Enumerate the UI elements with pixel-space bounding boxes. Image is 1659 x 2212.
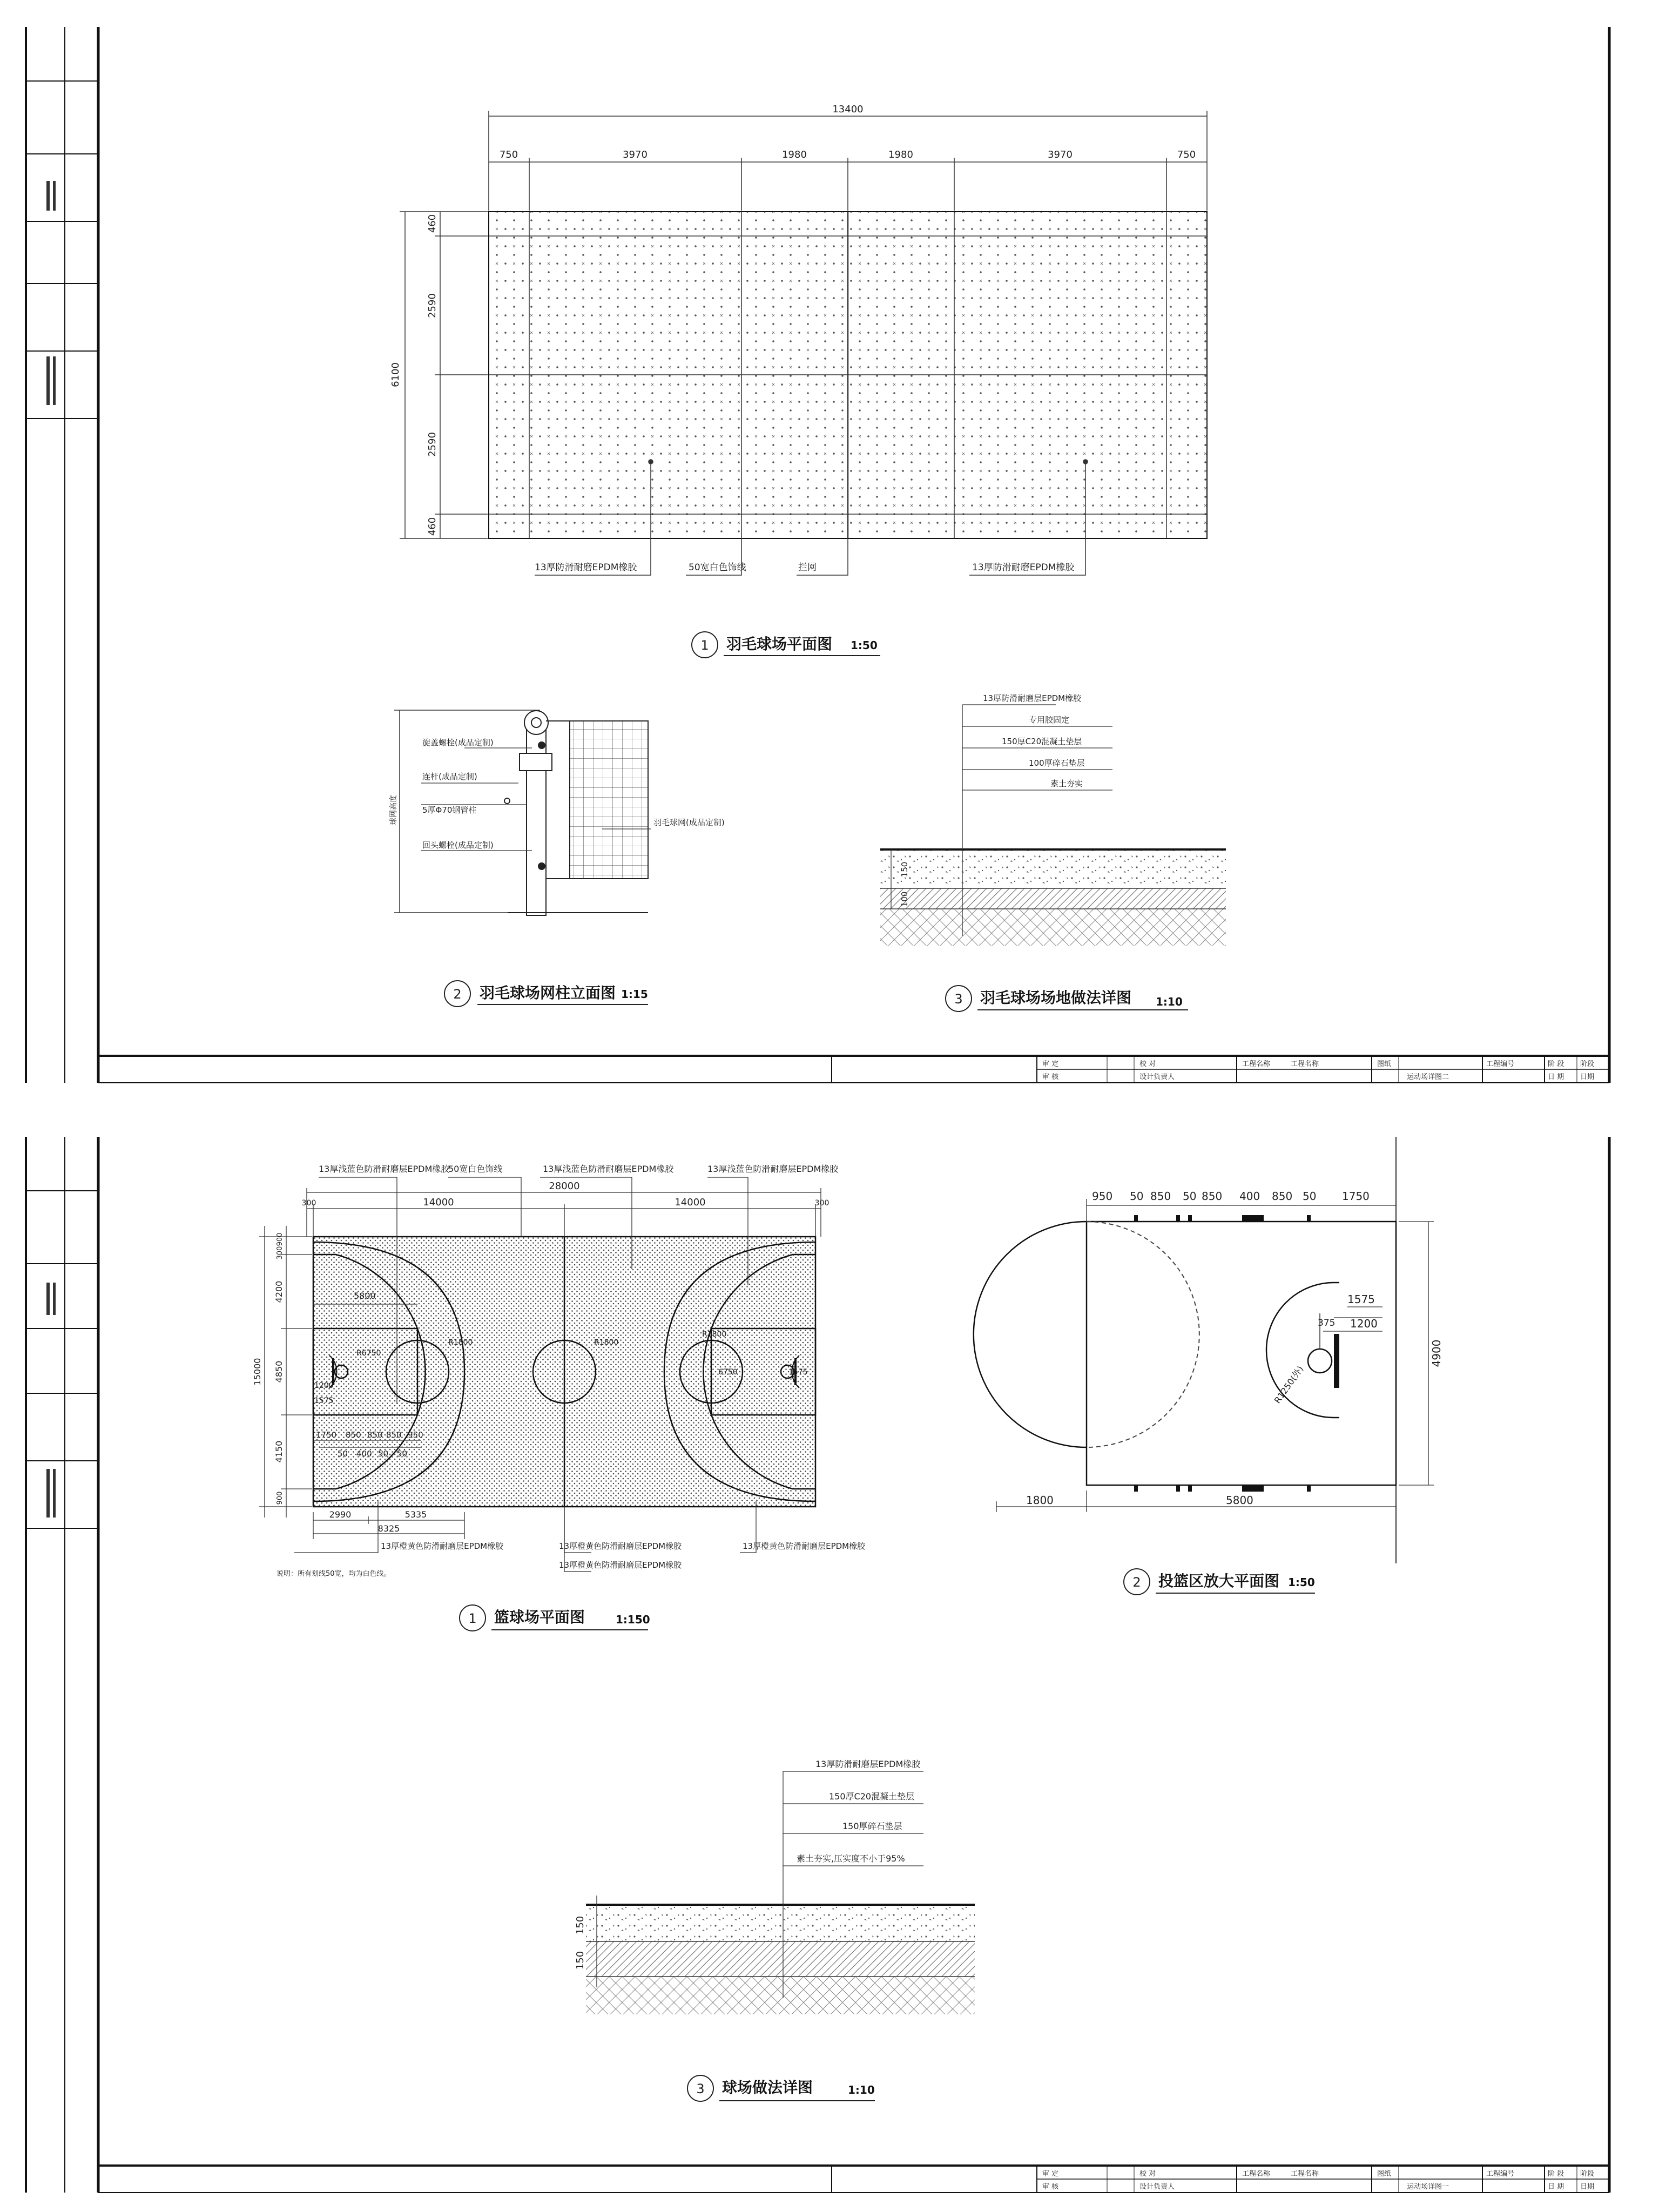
badminton-left-dimensions	[400, 212, 488, 538]
backboard	[1334, 1334, 1339, 1388]
section1-dim-100: 100	[900, 891, 909, 907]
bb-dim-small-right: 300	[814, 1199, 830, 1208]
key-radius-label: R1250(外)	[1272, 1364, 1306, 1406]
bb-row1-dim-4: 850	[386, 1430, 402, 1440]
key-top-dim-8: 50	[1303, 1190, 1317, 1203]
badminton-section-scale: 1:10	[1156, 995, 1183, 1008]
bb-dim-left-2: 300	[276, 1246, 284, 1260]
bb-callout-top-1: 13厚浅蓝色防滑耐磨层EPDM橡胶	[319, 1164, 450, 1174]
sheet1-frame	[26, 27, 1609, 1083]
bb-dim-1575: 1575	[314, 1397, 334, 1405]
court-section-title-text: 球场做法详图	[722, 2079, 813, 2096]
bb-callout-top-4: 13厚浅蓝色防滑耐磨层EPDM橡胶	[707, 1164, 839, 1174]
bb-row1-dim-5: 950	[408, 1430, 423, 1440]
tb2-drawing-value: 运动场详图一	[1407, 2183, 1449, 2191]
tb1-review: 审 定	[1042, 1060, 1059, 1068]
key-zoom-plan	[974, 1137, 1443, 1595]
net-post	[527, 721, 546, 915]
dim-overall-13400: 13400	[832, 104, 864, 115]
label-net: 羽毛球网(成品定制)	[653, 818, 725, 827]
key-bottom-dim-1800: 1800	[1026, 1494, 1054, 1507]
badminton-net	[570, 721, 648, 879]
dim-col-1: 750	[499, 149, 518, 160]
basketball-court-plan	[252, 1164, 866, 1631]
section1-dim-150: 150	[900, 861, 909, 878]
basketball-plan-title-text: 篮球场平面图	[494, 1608, 585, 1626]
bb-dim-1575-right: 1575	[788, 1368, 808, 1377]
dim-row-3: 2590	[427, 432, 438, 457]
bb-dim-left-5: 4150	[274, 1440, 284, 1463]
badminton-top-dimensions	[489, 111, 1207, 211]
court-section-title	[687, 2075, 875, 2101]
bb-dim-total-height: 15000	[252, 1358, 262, 1386]
section2-layer-1: 13厚防滑耐磨层EPDM橡胶	[815, 1759, 921, 1769]
post-connector	[520, 753, 552, 771]
basketball-plan-scale: 1:150	[616, 1613, 650, 1626]
section2-dim-150-top: 150	[575, 1916, 586, 1935]
tb1-project-label: 工程名称	[1242, 1060, 1271, 1068]
key-top-dim-1: 950	[1092, 1190, 1113, 1203]
bb-dim-left-1: 900	[276, 1232, 284, 1246]
bb-dim-overall: 28000	[549, 1181, 580, 1192]
section2-layer-4: 素土夯实,压实度不小于95%	[797, 1853, 905, 1864]
bb-callout-top-2: 50宽白色饰线	[448, 1164, 503, 1174]
section2-title-number-3: 3	[696, 2081, 705, 2096]
sheet1-side-stamps	[46, 181, 56, 405]
bb-dim-half-right: 14000	[675, 1197, 706, 1208]
sheet2-side-stamps	[46, 1283, 56, 1518]
key-boundary	[1087, 1222, 1396, 1485]
tb2-review: 审 定	[1042, 2170, 1059, 2178]
bb-callout-top-3: 13厚浅蓝色防滑耐磨层EPDM橡胶	[543, 1164, 674, 1174]
tb1-check: 校 对	[1139, 1060, 1156, 1068]
section1-layer-4: 100厚碎石垫层	[1029, 758, 1085, 768]
section1-layer-5: 素土夯实	[1050, 779, 1083, 788]
bb-dim-8325: 8325	[377, 1523, 400, 1534]
label-connector: 连杆(成品定制)	[422, 772, 477, 781]
tb2-phase-v: 阶段	[1580, 2170, 1595, 2178]
key-top-dim-9: 1750	[1342, 1190, 1370, 1203]
bb-dim-r1800-left: R1800	[448, 1338, 473, 1347]
key-side-dim-1575: 1575	[1347, 1293, 1375, 1306]
basketball-plan-title	[460, 1605, 650, 1631]
tb2-phase: 阶 段	[1548, 2170, 1564, 2178]
key-zoom-title-text: 投篮区放大平面图	[1158, 1572, 1280, 1590]
net-height-label: 球网高度	[389, 795, 398, 825]
bb-dim-5800: 5800	[354, 1291, 376, 1301]
badminton-court-plan	[390, 104, 1207, 658]
bb-dim-2990: 2990	[329, 1509, 352, 1520]
key-title-number-2: 2	[1132, 1575, 1141, 1590]
bb-row1-dim-2: 850	[346, 1430, 361, 1440]
top-screw-bolt	[538, 741, 545, 749]
bb-dim-1200: 1200	[314, 1381, 334, 1390]
tb2-date-v: 日期	[1580, 2183, 1595, 2191]
bb-dim-6750: 6750	[718, 1368, 738, 1377]
badminton-floor-section	[880, 693, 1226, 1011]
bb-dim-r1800-center: R1800	[594, 1338, 619, 1347]
tb1-date: 日 期	[1548, 1073, 1564, 1081]
net-post-title-text: 羽毛球场网柱立面图	[480, 984, 616, 1002]
key-top-dim-2: 50	[1130, 1190, 1144, 1203]
net-post-elevation	[389, 710, 725, 1007]
bb-callout-bottom-2: 13厚橙黄色防滑耐磨层EPDM橡胶	[559, 1541, 682, 1551]
label-back-bolt: 回头螺栓(成品定制)	[422, 840, 494, 850]
key-side-dim-375: 375	[1318, 1318, 1336, 1328]
key-outer-arc	[974, 1222, 1087, 1447]
tb2-audit: 审 核	[1042, 2183, 1059, 2191]
bb-title-number-1: 1	[468, 1611, 477, 1626]
bb-row1-dim-3: 850	[367, 1430, 383, 1440]
dim-row-1: 460	[427, 214, 438, 233]
section2-layer-2: 150厚C20混凝土垫层	[829, 1791, 915, 1802]
tb2-no-label: 工程编号	[1486, 2170, 1515, 2178]
bb-callout-bottom-4: 13厚橙黄色防滑耐磨层EPDM橡胶	[743, 1541, 866, 1551]
key-top-dim-6: 400	[1239, 1190, 1260, 1203]
key-top-dim-4: 50	[1183, 1190, 1197, 1203]
dim-col-2: 3970	[623, 149, 648, 160]
tb1-phase-v: 阶段	[1580, 1060, 1595, 1068]
dim-total-height: 6100	[390, 362, 401, 387]
bottom-bolt	[538, 862, 545, 870]
post-cap	[524, 711, 548, 734]
dim-col-5: 3970	[1048, 149, 1073, 160]
tb1-drawing-label: 图纸	[1377, 1060, 1392, 1068]
tb1-phase: 阶 段	[1548, 1060, 1564, 1068]
bb-row2-dim-4: 50	[397, 1449, 408, 1459]
badminton-plan-title	[692, 632, 880, 658]
key-zoom-scale: 1:50	[1288, 1576, 1315, 1589]
callout-epdm-right: 13厚防滑耐磨EPDM橡胶	[972, 562, 1075, 573]
badminton-plan-title-text: 羽毛球场平面图	[726, 635, 833, 653]
bb-dim-left-3: 4200	[274, 1280, 284, 1303]
key-top-dim-7: 850	[1272, 1190, 1293, 1203]
tb2-designer: 设计负责人	[1139, 2183, 1175, 2191]
bb-dim-r1800-right: R1800	[702, 1330, 727, 1339]
tb2-check: 校 对	[1139, 2170, 1156, 2178]
rim	[1308, 1349, 1332, 1373]
label-screw-bolt: 旋盖螺栓(成品定制)	[422, 738, 494, 747]
section2-dim-150-bottom: 150	[575, 1951, 586, 1970]
court-section-scale: 1:10	[848, 2083, 875, 2096]
tb2-date: 日 期	[1548, 2183, 1564, 2191]
section1-layer-3: 150厚C20混凝土垫层	[1002, 737, 1082, 746]
callout-white-line: 50宽白色饰线	[689, 562, 746, 573]
court-floor-section	[575, 1759, 975, 2101]
bb-callout-bottom-1: 13厚橙黄色防滑耐磨层EPDM橡胶	[381, 1541, 504, 1551]
bb-dim-half-left: 14000	[423, 1197, 454, 1208]
key-top-dim-3: 850	[1150, 1190, 1171, 1203]
title-number-1: 1	[700, 638, 709, 653]
tb1-date-v: 日期	[1580, 1073, 1595, 1081]
basketball-bottom-dimensions	[294, 1501, 756, 1572]
bb-callout-bottom-3: 13厚橙黄色防滑耐磨层EPDM橡胶	[559, 1560, 682, 1570]
bb-dim-r6750: R6750	[356, 1349, 381, 1358]
bb-dim-left-6: 900	[276, 1491, 284, 1505]
tb1-audit: 审 核	[1042, 1073, 1059, 1081]
tb2-project-value: 工程名称	[1291, 2170, 1319, 2178]
bb-dim-small-left: 300	[301, 1199, 316, 1208]
title-number-3: 3	[954, 992, 963, 1007]
net-post-title	[444, 981, 648, 1007]
dim-col-3: 1980	[782, 149, 807, 160]
sheet1-title-block	[832, 1056, 1609, 1083]
tb2-project-label: 工程名称	[1242, 2170, 1271, 2178]
title-number-2: 2	[453, 987, 462, 1002]
tb1-drawing-value: 运动场详图二	[1407, 1073, 1449, 1081]
bb-row2-dim-3: 50	[378, 1449, 389, 1459]
callout-net: 拦网	[798, 562, 817, 573]
label-steel-post: 5厚Φ70钢管柱	[422, 805, 477, 815]
tb1-project-value: 工程名称	[1291, 1060, 1319, 1068]
badminton-plan-scale: 1:50	[851, 639, 878, 652]
bb-row2-dim-1: 50	[338, 1449, 348, 1459]
key-bottom-dim-5800: 5800	[1226, 1494, 1253, 1507]
tb1-no-label: 工程编号	[1486, 1060, 1515, 1068]
key-top-dim-5: 850	[1202, 1190, 1223, 1203]
bb-row2-dim-2: 400	[356, 1449, 372, 1459]
dim-row-2: 2590	[427, 293, 438, 318]
net-post-scale: 1:15	[621, 988, 648, 1001]
bb-dim-left-4: 4850	[274, 1360, 284, 1383]
badminton-section-title-text: 羽毛球场场地做法详图	[980, 989, 1132, 1007]
tb1-designer: 设计负责人	[1139, 1073, 1175, 1081]
bb-row1-dim-1: 1750	[316, 1430, 337, 1440]
callout-epdm-left: 13厚防滑耐磨EPDM橡胶	[535, 562, 637, 573]
sheet2-title-block	[832, 2166, 1609, 2193]
dim-row-4: 460	[427, 517, 438, 536]
key-dashed-arc	[1087, 1222, 1199, 1447]
badminton-section-title	[946, 986, 1188, 1011]
dim-col-4: 1980	[888, 149, 913, 160]
key-height-4900: 4900	[1430, 1339, 1443, 1367]
section1-layer-2: 专用胶固定	[1029, 715, 1070, 725]
basketball-left-dimensions	[259, 1226, 312, 1518]
bb-dim-5335: 5335	[404, 1509, 427, 1520]
dim-col-6: 750	[1177, 149, 1196, 160]
key-zoom-title	[1124, 1569, 1315, 1595]
key-side-dim-1200: 1200	[1350, 1317, 1378, 1330]
tb2-drawing-label: 图纸	[1377, 2170, 1392, 2178]
bb-note: 说明：所有划线50宽，均为白色线。	[276, 1570, 391, 1578]
section1-layer-1: 13厚防滑耐磨层EPDM橡胶	[983, 693, 1082, 703]
section2-layer-3: 150厚碎石垫层	[842, 1821, 902, 1831]
